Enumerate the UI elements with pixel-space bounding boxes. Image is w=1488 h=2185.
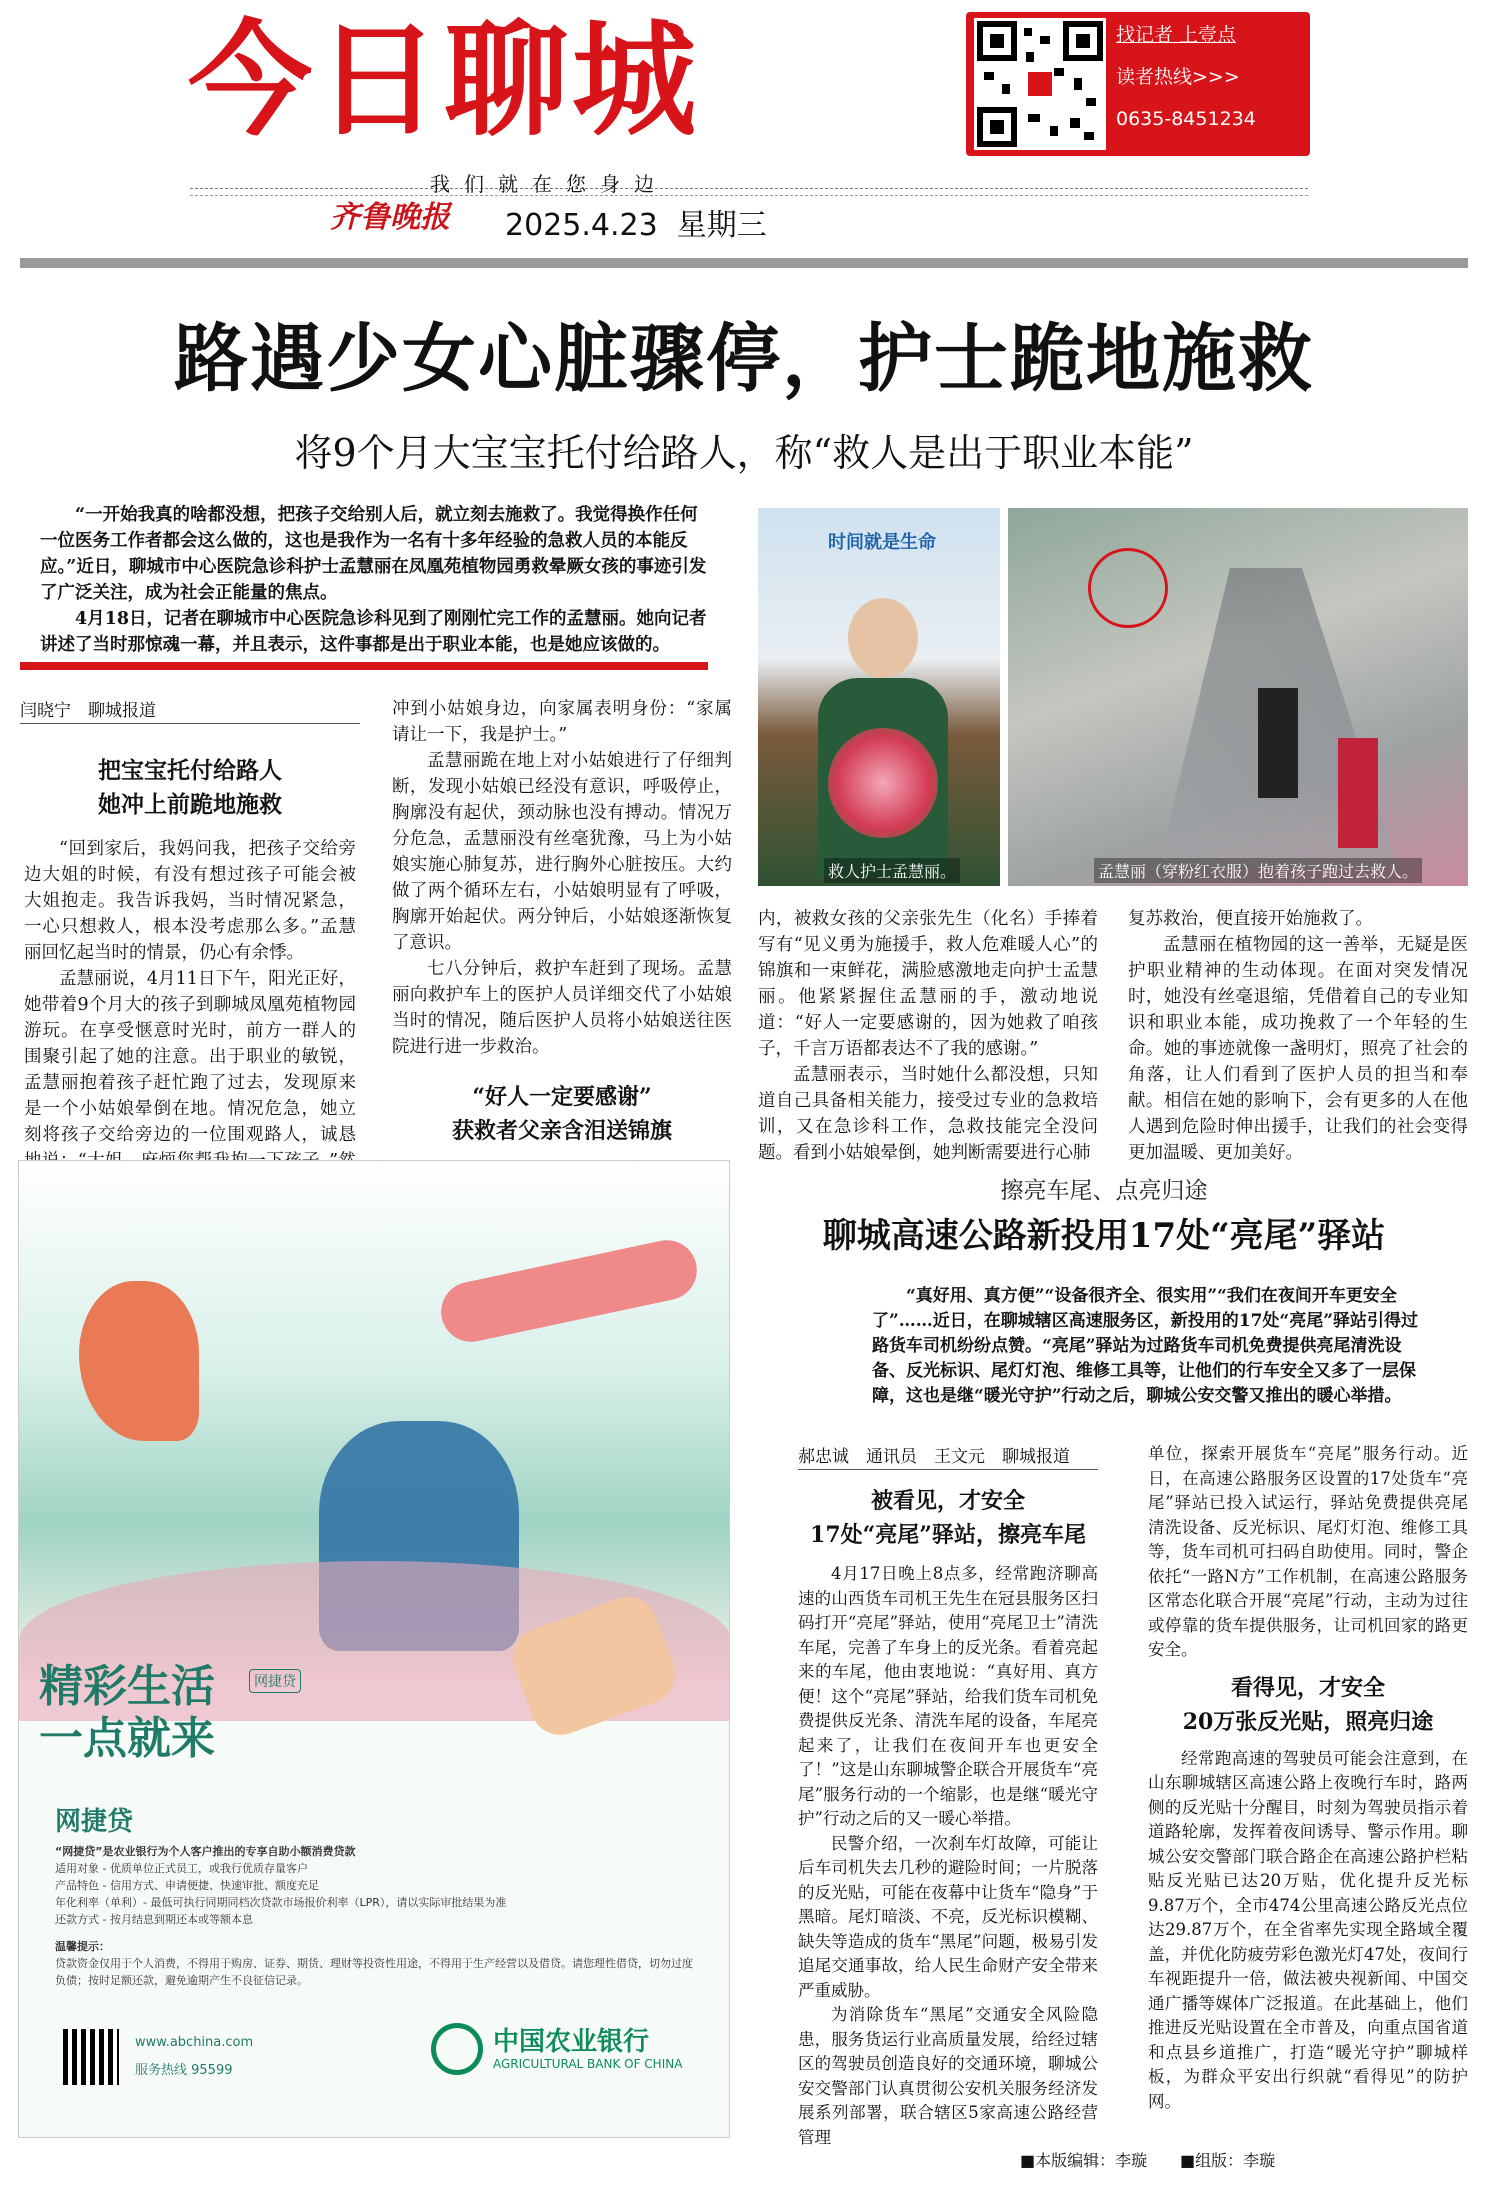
photo-rescue-scene xyxy=(1008,508,1468,886)
abc-logo-icon xyxy=(431,2023,483,2075)
ad-slogan: 精彩生活 一点就来 xyxy=(39,1661,215,1764)
contact-link[interactable]: 找记者 上壹点 xyxy=(1116,24,1237,46)
article1-subhead: 将9个月大宝宝托付给路人，称“救人是出于职业本能” xyxy=(294,431,1194,475)
photo1-caption: 救人护士孟慧丽。 xyxy=(824,858,960,883)
ad-site[interactable]: www.abchina.com xyxy=(135,2035,254,2050)
ad-bank-cn: 中国农业银行 xyxy=(493,2027,650,2057)
article2-headline: 聊城高速公路新投用17处“亮尾”驿站 xyxy=(822,1216,1386,1256)
article1-section1-title: 把宝宝托付给路人 她冲上前跪地施救 xyxy=(98,757,282,818)
photo2-caption: 孟慧丽（穿粉红衣服）抱着孩子跑过去救人。 xyxy=(1094,858,1422,883)
ad-product: 网捷贷 xyxy=(55,1807,134,1837)
footer-editor: ■本版编辑：李璇 xyxy=(1020,2151,1148,2170)
ad-bank-en: AGRICULTURAL BANK OF CHINA xyxy=(493,2057,683,2071)
issue-date: 2025.4.23 星期三 xyxy=(505,208,767,243)
article1-section2-title: “好人一定要感谢” 获救者父亲含泪送锦旗 xyxy=(451,1084,672,1144)
footer-designer: ■组版：李璇 xyxy=(1180,2151,1276,2170)
article2-colA: 4月17日晚上8点多，经常跑济聊高速的山西货车司机王先生在冠县服务区扫码打开“亮尾”驿站，使用“亮尾卫士”清洗车尾，完善了车身上的反光条。看着亮起来的车尾，他由衷地说：“真好用、真方便！这个“亮尾”驿站，给我们货车司机免费提供反光条、清洗车尾的设备，车尾亮起来了，让我们在夜间开车也更安全了！”这是山东聊城警企联合开展货车“亮尾”服务行动的一个缩影，也是继“暖光守护”行动之后的又一暖心举措。 民警介绍，一次刹车灯故障，可能让后车司机失去几秒的避险时间；一片脱落的反光贴，可能在夜幕中让货车“隐身”于黑暗。尾灯暗淡、不亮，反光标识模糊、缺失等造成的货车“黑尾”问题，极易引发追尾交通事故，给人民生命财产安全带来严重威胁。 为消除货车“黑尾”交通安全风险隐患，服务货运行业高质量发展，给经过辖区的驾驶员创造良好的交通环境，聊城公安交警部门认真贯彻公安机关服务经济发展系列部署，联合辖区5家高速公路经营管理 xyxy=(798,1564,1098,2147)
photo-nurse: 时间就是生命 救人护士孟慧丽。 xyxy=(758,508,1000,886)
paper-logo: 齐鲁晚报 xyxy=(330,200,450,235)
article1-col1: “回到家后，我妈问我，把孩子交给旁边大姐的时候，有没有想过孩子可能会被大姐抱走。我告诉我妈，当时情况紧急，一心只想救人，根本没考虑那么多。”孟慧丽回忆起当时的情景，仍心有余悸。 孟慧丽说，4月11日下午，阳光正好，她带着9个月大的孩子到聊城凤凰苑植物园游玩。在享受惬意时光时，前方一群人的围聚引起了她的注意。出于职业的敏锐，孟慧丽抱着孩子赶忙跑了过去，发现原来是一个小姑娘晕倒在地。情况危急，她立刻将孩子交给旁边的一位围观路人，诚恳 xyxy=(24,839,356,1145)
article1-byline: 闫晓宁 聊城报道 xyxy=(20,696,360,724)
article1-lead: “一开始我真的啥都没想，把孩子交给别人后，就立刻去施救了。我觉得换作任何一位医务工作者都会这么做的，这也是我作为一名有十多年经验的急救人员的本能反应。”近日，聊城市中心医院急诊科护士孟慧丽在凤凰苑植物园勇救晕厥女孩的事迹引发了广泛关注，成为社会正能量的焦点。 4月18日，记者在聊城市中心医院急诊科见到了刚刚忙完工作的孟慧丽。她向记者讲述了当时那惊魂一幕，并且表示，这件事都是出于职业本能，也是她应该做的。 xyxy=(40,505,707,655)
article2-sub1-title: 被看见，才安全 17处“亮尾”驿站，擦亮车尾 xyxy=(810,1488,1086,1548)
article2-kicker: 擦亮车尾、点亮归途 xyxy=(1000,1178,1208,1204)
ad-qr-icon[interactable] xyxy=(63,2029,119,2085)
masthead-title: 今日聊城 xyxy=(188,9,701,153)
header-rule xyxy=(20,258,1468,268)
hotline-number: 0635-8451234 xyxy=(1116,108,1256,130)
article1-col4: 复苏救治，便直接开始施救了。 孟慧丽在植物园的这一善举，无疑是医护职业精神的生动体现。在面对突发情况时，她没有丝毫退缩，凭借着自己的专业知识和职业本能，成功挽救了一个年轻的生命。她的事迹就像一盏明灯，照亮了社会的角落，让人们看到了医护人员的担当和奉献。相信在她的影响下，会有更多的人在他人遇到危险时伸出援手，让我们的社会变得更加温暖、更加美好。 xyxy=(1128,909,1468,1163)
lead-rule xyxy=(20,662,708,670)
masthead-divider xyxy=(190,188,1308,189)
contact-box xyxy=(966,12,1310,156)
article1-col3: 内，被救女孩的父亲张先生（化名）手捧着写有“见义勇为施援手，救人危难暖人心”的锦旗和一束鲜花，满脸感激地走向护士孟慧丽。他紧紧握住孟慧丽的手，激动地说道：“好人一定要感谢的，因为她救了咱孩子，千言万语都表达不了我的感谢。” 孟慧丽表示，当时她什么都没想，只知道自己具备相关能力，接受过专业的急救培训，又在急诊科工作，急救技能完全没问题。看到小姑娘晕倒，她判断需要进行心肺 xyxy=(758,909,1098,1163)
ad-details: “网捷贷”是农业银行为个人客户推出的专享自助小额消费贷款 适用对象 - 优质单位正式员工，或我行优质存量客户 产品特色 - 信用方式、申请便捷、快速审批、额度充足 年化利率（单利）- 最低可执行同期同档次贷款市场报价利率（LPR），请以实际审批结果为准 还款方式 - 按月结息到期还本或等额本息 温馨提示： 贷款资金仅用于个人消费，不得用于购房、证券、期货、理财等投资性用途，不得用于生产经营以及借贷。请您理性借贷，切勿过度负债；按时足额还款，避免逾期产生不良征信记录。 xyxy=(55,1845,693,1987)
ad-badge: 网捷贷 xyxy=(249,1669,301,1693)
masthead-slogan: 我们就在您身边 xyxy=(430,172,668,196)
article2-lead: “真好用、真方便”“设备很齐全、很实用”“我们在夜间开车更安全了”……近日，在聊城辖区高速服务区，新投用的17处“亮尾”驿站引得过路货车司机纷纷点赞。“亮尾”驿站为过路货车司机免费提供亮尾清洗设备、反光标识、尾灯灯泡、维修工具等，让他们的行车安全又多了一层保障，这也是继“暖光守护”行动之后，聊城公安交警又推出的暖心举措。 xyxy=(872,1286,1418,1406)
hotline-label: 读者热线>>> xyxy=(1116,66,1240,88)
article1-headline: 路遇少女心脏骤停，护士跪地施救 xyxy=(174,316,1314,402)
ad-service: 服务热线 95599 xyxy=(135,2063,233,2078)
qr-code-icon[interactable] xyxy=(974,18,1106,150)
article2-byline: 郝忠诚 通讯员 王文元 聊城报道 xyxy=(798,1442,1098,1470)
article2-colB: 单位，探索开展货车“亮尾”服务行动。近日，在高速公路服务区设置的17处货车“亮尾”驿站已投入试运行，驿站免费提供亮尾清洗设备、反光标识、尾灯灯泡、维修工具等，货车司机可扫码自助使用。同时，警企依托“一路N方”工作机制，在高速公路服务区常态化联合开展“亮尾”行动，主动为过往或停靠的货车提供服务，让司机回家的路更安全。 看得见，才安全 20万张反光贴，照亮归途 经常跑高速的驾驶员可能会注意到，在山东聊城辖区高速公路上夜晚行车时，路两侧的反光贴十分醒目，时刻为驾驶员指示着道路轮廓，发挥着夜间诱导、警示作用。聊城公安交警部门联合路企在高速公路护栏粘贴反光贴已达20万贴，优化提升反光标9.87万个，全市474公里高速公路反光点位达29.87万个，在全省率先实现全路域全覆盖，并优化防疲劳彩色激光灯47处，夜间行车视距提升一倍，做法被央视新闻、中国交通广播等媒体广泛报道。在此基础上，他们推进反光贴设置在全市普及，向重点国省道和点县乡道推广，打造“暖光守护”聊城样板，为群众平安出行织就“看得见”的防护网。 xyxy=(1148,1444,1468,2111)
bank-advertisement[interactable] xyxy=(18,1160,730,2138)
article2-sub2-title: 看得见，才安全 20万张反光贴，照亮归途 xyxy=(1182,1674,1434,1735)
article1-col2: 冲到小姑娘身边，向家属表明身份：“家属请让一下，我是护士。” 孟慧丽跪在地上对小姑娘进行了仔细判断，发现小姑娘已经没有意识，呼吸停止，胸廓没有起伏，颈动脉也没有搏动。情况万分危急，孟慧丽没有丝毫犹豫，马上为小姑娘实施心肺复苏，进行胸外心脏按压。大约做了两个循环左右，小姑娘明显有了呼吸，胸廓开始起伏。两分钟后，小姑娘逐渐恢复了意识。 七八分钟后，救护车赶到了现场。孟慧丽向救护车上的医护人员详细交代了小姑娘当时的情况，随后医护人员将小姑娘送往医院进行进一步救治。 “好人一定要感谢” 获救者父亲含泪送锦旗 xyxy=(392,696,732,1186)
